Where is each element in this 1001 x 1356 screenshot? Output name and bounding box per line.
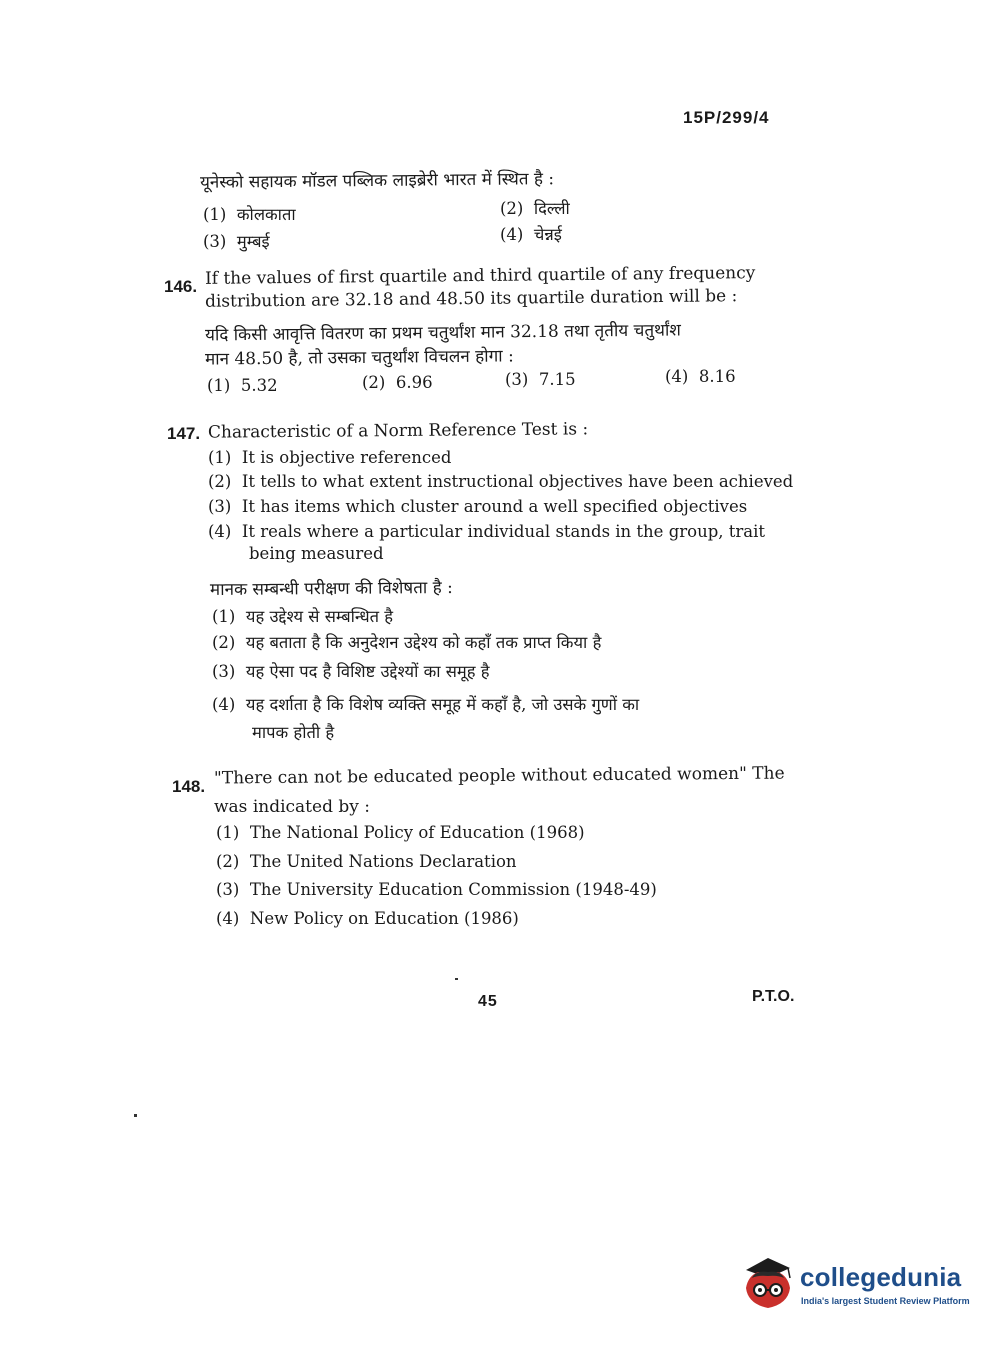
q148-option-3	[216, 880, 657, 899]
option-text: It is objective referenced	[241, 448, 452, 467]
q146-option-2	[362, 373, 433, 392]
option-number: (4)	[500, 225, 524, 244]
q145-option-2	[500, 196, 570, 219]
option-number: (1)	[203, 205, 227, 224]
option-text: दिल्ली	[533, 199, 570, 218]
page-number: 45	[478, 993, 498, 1010]
collegedunia-logo	[738, 1248, 970, 1318]
q146-option-4	[665, 367, 736, 386]
option-number: (1)	[216, 823, 240, 842]
option-number: (2)	[212, 633, 236, 652]
q148-question-en-line1: "There can not be educated people without educated women" The	[213, 763, 785, 789]
mascot-icon	[738, 1248, 798, 1312]
q147-option-en-2	[208, 472, 798, 491]
q145-option-3	[203, 229, 270, 252]
option-text: यह ऐसा पद है विशिष्ट उद्देश्यों का समूह है	[245, 662, 490, 681]
q146-question-en-line2: distribution are 32.18 and 48.50 its quartile duration will be :	[204, 286, 738, 312]
q145-question-hi: यूनेस्को सहायक मॉडल पब्लिक लाइब्रेरी भारत में स्थित है :	[199, 169, 555, 193]
q147-option-hi-4-line2: मापक होती है	[252, 723, 335, 742]
option-text: The United Nations Declaration	[249, 852, 517, 871]
option-text: कोलकाता	[236, 205, 296, 224]
option-text: यह उद्देश्य से सम्बन्धित है	[245, 607, 394, 626]
q148-question-en-line2: was indicated by :	[214, 797, 370, 817]
option-text: It has items which cluster around a well specified objectives	[241, 497, 748, 516]
option-number: (1)	[212, 607, 236, 626]
q147-option-en-3	[208, 497, 747, 516]
brand-tagline: India's largest Student Review Platform	[801, 1296, 970, 1306]
q148-option-4	[216, 909, 519, 928]
q147-number: 147.	[167, 424, 201, 443]
q147-option-hi-4	[212, 692, 802, 715]
q146-question-en-line1: If the values of first quartile and third quartile of any frequency	[204, 263, 756, 289]
option-text: The National Policy of Education (1968)	[249, 823, 585, 842]
option-number: (3)	[212, 662, 236, 681]
option-text: यह दर्शाता है कि विशेष व्यक्ति समूह में कहाँ है, जो उसके गुणों का	[245, 695, 640, 714]
q146-option-1	[207, 376, 278, 395]
q147-option-en-1	[208, 448, 452, 467]
option-text: मुम्बई	[236, 232, 270, 251]
option-text: 6.96	[395, 373, 433, 392]
option-text: यह बताता है कि अनुदेशन उद्देश्य को कहाँ तक प्राप्त किया है	[245, 633, 602, 652]
option-text: 8.16	[698, 367, 736, 386]
paper-code: 15P/299/4	[683, 108, 770, 127]
q146-question-hi-line2: मान 48.50 है, तो उसका चतुर्थांश विचलन होगा :	[204, 346, 514, 370]
pto-label: P.T.O.	[752, 988, 795, 1005]
option-text: चेन्नई	[533, 225, 562, 244]
q147-option-hi-3	[212, 659, 490, 682]
q146-option-3	[505, 370, 576, 389]
q146-question-hi-line1: यदि किसी आवृत्ति वितरण का प्रथम चतुर्थांश मान 32.18 तथा तृतीय चतुर्थांश	[204, 320, 682, 346]
q147-option-en-4-line2: being measured	[249, 544, 384, 563]
scan-speck	[134, 1114, 137, 1117]
option-number: (2)	[216, 852, 240, 871]
q148-option-1	[216, 823, 585, 842]
option-text: It reals where a particular individual stands in the group, trait	[241, 522, 766, 541]
option-number: (2)	[362, 373, 386, 392]
option-number: (4)	[208, 522, 232, 541]
q148-option-2	[216, 852, 517, 871]
option-text: 7.15	[538, 370, 576, 389]
option-number: (4)	[216, 909, 240, 928]
option-number: (2)	[208, 472, 232, 491]
q145-option-4	[500, 222, 562, 245]
brand-name: collegedunia	[800, 1262, 962, 1292]
q148-number: 148.	[172, 777, 206, 796]
option-text: 5.32	[240, 376, 278, 395]
option-number: (1)	[208, 448, 232, 467]
q146-number: 146.	[164, 277, 198, 296]
option-number: (4)	[665, 367, 689, 386]
option-number: (3)	[203, 232, 227, 251]
option-text: The University Education Commission (1948-49)	[249, 880, 657, 899]
q145-option-1	[203, 202, 296, 225]
q147-option-en-4	[208, 522, 798, 541]
q147-option-hi-1	[212, 604, 393, 627]
option-number: (3)	[208, 497, 232, 516]
q147-question-hi: मानक सम्बन्धी परीक्षण की विशेषता है :	[209, 577, 453, 601]
option-number: (3)	[505, 370, 529, 389]
option-number: (1)	[207, 376, 231, 395]
option-text: New Policy on Education (1986)	[249, 909, 519, 928]
q147-question-en: Characteristic of a Norm Reference Test is :	[207, 419, 589, 443]
scan-speck	[455, 978, 458, 980]
option-text: It tells to what extent instructional objectives have been achieved	[241, 472, 794, 491]
q147-option-hi-2	[212, 630, 601, 653]
option-number: (2)	[500, 199, 524, 218]
option-number: (3)	[216, 880, 240, 899]
option-number: (4)	[212, 695, 236, 714]
